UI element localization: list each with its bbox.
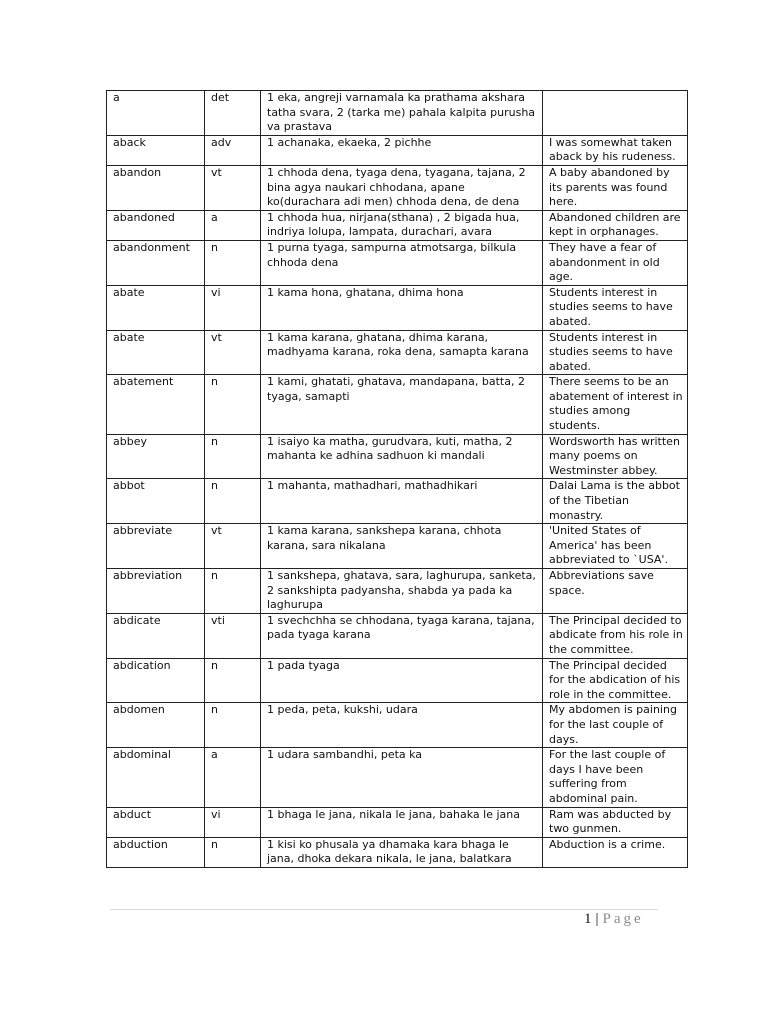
pos-cell: a	[205, 210, 261, 240]
footer-divider	[110, 909, 658, 910]
table-row	[107, 748, 688, 807]
meaning-cell: 1 sankshepa, ghatava, sara, laghurupa, sanketa, 2 sankshipta padyansha, shabda ya pada ka laghurupa	[261, 569, 543, 614]
word-cell: abdicate	[107, 613, 205, 658]
page-label: Page	[602, 911, 644, 927]
word-cell: abate	[107, 330, 205, 375]
meaning-cell: 1 chhoda hua, nirjana(sthana) , 2 bigada hua, indriya lolupa, lampata, durachari, avara	[261, 210, 543, 240]
meaning-cell: 1 peda, peta, kukshi, udara	[261, 703, 543, 748]
word-cell: abandonment	[107, 240, 205, 285]
pos-cell: vi	[205, 285, 261, 330]
word-cell: abbot	[107, 479, 205, 524]
table-row	[107, 240, 688, 285]
pos-cell: adv	[205, 135, 261, 165]
word-cell: abandon	[107, 165, 205, 210]
example-cell: 'United States of America' has been abbreviated to `USA'.	[543, 524, 688, 569]
example-cell: Wordsworth has written many poems on Westminster abbey.	[543, 434, 688, 479]
word-cell: abatement	[107, 375, 205, 434]
example-cell: Ram was abducted by two gunmen.	[543, 807, 688, 837]
word-cell: abandoned	[107, 210, 205, 240]
pos-cell: n	[205, 375, 261, 434]
meaning-cell: 1 bhaga le jana, nikala le jana, bahaka le jana	[261, 807, 543, 837]
word-cell: abduct	[107, 807, 205, 837]
meaning-cell: 1 achanaka, ekaeka, 2 pichhe	[261, 135, 543, 165]
pos-cell: vti	[205, 613, 261, 658]
meaning-cell: 1 isaiyo ka matha, gurudvara, kuti, matha, 2 mahanta ke adhina sadhuon ki mandali	[261, 434, 543, 479]
meaning-cell: 1 mahanta, mathadhari, mathadhikari	[261, 479, 543, 524]
word-cell: abdication	[107, 658, 205, 703]
word-cell: a	[107, 91, 205, 136]
pos-cell: det	[205, 91, 261, 136]
example-cell: They have a fear of abandonment in old age.	[543, 240, 688, 285]
word-cell: abbreviation	[107, 569, 205, 614]
example-cell: The Principal decided to abdicate from his role in the committee.	[543, 613, 688, 658]
meaning-cell: 1 udara sambandhi, peta ka	[261, 748, 543, 807]
meaning-cell: 1 svechchha se chhodana, tyaga karana, tajana, pada tyaga karana	[261, 613, 543, 658]
example-cell: Students interest in studies seems to have abated.	[543, 285, 688, 330]
table-row	[107, 703, 688, 748]
table-row	[107, 807, 688, 837]
pos-cell: vt	[205, 165, 261, 210]
word-cell: aback	[107, 135, 205, 165]
example-cell: Dalai Lama is the abbot of the Tibetian monastry.	[543, 479, 688, 524]
example-cell: For the last couple of days I have been suffering from abdominal pain.	[543, 748, 688, 807]
pos-cell: n	[205, 837, 261, 867]
table-row	[107, 658, 688, 703]
table-row	[107, 613, 688, 658]
pos-cell: vt	[205, 524, 261, 569]
page-footer	[584, 911, 644, 928]
table-row	[107, 165, 688, 210]
table-row	[107, 135, 688, 165]
word-cell: abbreviate	[107, 524, 205, 569]
table-row	[107, 434, 688, 479]
meaning-cell: 1 kama karana, sankshepa karana, chhota karana, sara nikalana	[261, 524, 543, 569]
table-row	[107, 479, 688, 524]
example-cell	[543, 91, 688, 136]
table-row	[107, 524, 688, 569]
meaning-cell: 1 kisi ko phusala ya dhamaka kara bhaga le jana, dhoka dekara nikala, le jana, balatkara	[261, 837, 543, 867]
table-row	[107, 210, 688, 240]
meaning-cell: 1 chhoda dena, tyaga dena, tyagana, tajana, 2 bina agya naukari chhodana, apane ko(durachara adi men) chhoda dena, de dena	[261, 165, 543, 210]
meaning-cell: 1 pada tyaga	[261, 658, 543, 703]
example-cell: I was somewhat taken aback by his rudeness.	[543, 135, 688, 165]
meaning-cell: 1 kama karana, ghatana, dhima karana, madhyama karana, roka dena, samapta karana	[261, 330, 543, 375]
example-cell: Abandoned children are kept in orphanages.	[543, 210, 688, 240]
dictionary-table	[106, 90, 688, 868]
meaning-cell: 1 kama hona, ghatana, dhima hona	[261, 285, 543, 330]
pos-cell: vt	[205, 330, 261, 375]
table-row	[107, 330, 688, 375]
pos-cell: n	[205, 569, 261, 614]
meaning-cell: 1 kami, ghatati, ghatava, mandapana, batta, 2 tyaga, samapti	[261, 375, 543, 434]
word-cell: abbey	[107, 434, 205, 479]
pos-cell: n	[205, 703, 261, 748]
table-row	[107, 569, 688, 614]
word-cell: abdominal	[107, 748, 205, 807]
pos-cell: a	[205, 748, 261, 807]
example-cell: The Principal decided for the abdication of his role in the committee.	[543, 658, 688, 703]
dictionary-table-body	[107, 91, 688, 868]
example-cell: My abdomen is paining for the last couple of days.	[543, 703, 688, 748]
example-cell: Students interest in studies seems to have abated.	[543, 330, 688, 375]
meaning-cell: 1 eka, angreji varnamala ka prathama akshara tatha svara, 2 (tarka me) pahala kalpita purusha va prastava	[261, 91, 543, 136]
example-cell: A baby abandoned by its parents was found here.	[543, 165, 688, 210]
example-cell: Abduction is a crime.	[543, 837, 688, 867]
example-cell: There seems to be an abatement of interest in studies among students.	[543, 375, 688, 434]
footer-separator: |	[595, 911, 600, 927]
pos-cell: n	[205, 434, 261, 479]
table-row	[107, 837, 688, 867]
word-cell: abduction	[107, 837, 205, 867]
word-cell: abate	[107, 285, 205, 330]
table-row	[107, 375, 688, 434]
word-cell: abdomen	[107, 703, 205, 748]
example-cell: Abbreviations save space.	[543, 569, 688, 614]
pos-cell: vi	[205, 807, 261, 837]
table-row	[107, 285, 688, 330]
pos-cell: n	[205, 479, 261, 524]
table-row	[107, 91, 688, 136]
meaning-cell: 1 purna tyaga, sampurna atmotsarga, bilkula chhoda dena	[261, 240, 543, 285]
pos-cell: n	[205, 240, 261, 285]
pos-cell: n	[205, 658, 261, 703]
page-number: 1	[584, 911, 593, 927]
